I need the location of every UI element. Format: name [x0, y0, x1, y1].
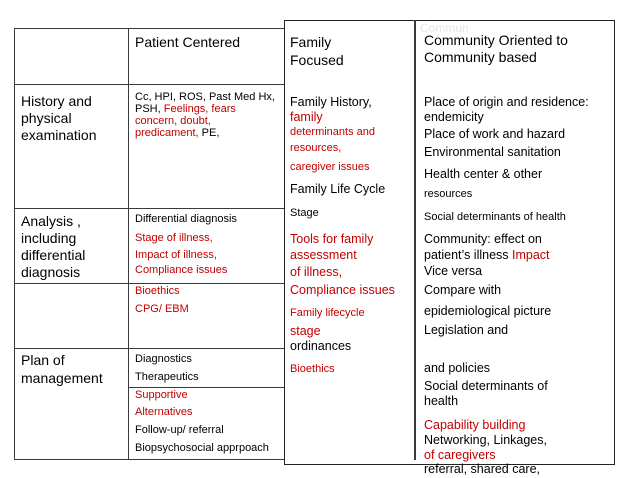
row-divider-1 — [14, 84, 284, 85]
family-analysis-line-3: of illness, — [290, 265, 343, 279]
row-label-analysis-4: diagnosis — [21, 264, 81, 280]
community-plan-line-6: of caregivers — [424, 448, 496, 462]
header-patient-centered: Patient Centered — [135, 34, 241, 50]
community-plan-line-3: health — [424, 394, 459, 408]
row-label-analysis-2: including — [21, 230, 77, 246]
family-history-line-5: caregiver issues — [290, 161, 370, 173]
ghost-title-text: Commun — [420, 21, 469, 35]
row-label-analysis-1: Analysis , — [21, 213, 81, 229]
patient-history-line-4 — [135, 127, 219, 139]
patient-analysis-item-6: CPG/ EBM — [135, 303, 189, 315]
family-analysis-line-4: Compliance issues — [290, 283, 395, 297]
community-plan-line-7: referral, shared care, — [424, 462, 541, 476]
patient-analysis-item-1: Differential diagnosis — [135, 213, 237, 225]
table-top-border — [14, 28, 284, 29]
patient-history-line-1: Cc, HPI, ROS, Past Med Hx, — [135, 91, 275, 103]
community-plan-line-5: Networking, Linkages, — [424, 433, 547, 447]
row-label-history-3: examination — [21, 127, 97, 143]
community-analysis-line-6: epidemiological picture — [424, 304, 552, 318]
community-history-line-5: Health center & other — [424, 167, 543, 181]
header-family-line-1: Family — [290, 34, 332, 50]
patient-history-pe: PE, — [201, 127, 220, 139]
family-analysis-line-5: Family lifecycle — [290, 307, 365, 319]
row-divider-3 — [14, 283, 284, 284]
family-analysis-line-2: assessment — [290, 248, 357, 262]
patient-analysis-item-3: Impact of illness, — [135, 249, 217, 261]
row-divider-2 — [14, 208, 284, 209]
community-analysis-line-1: Social determinants of health — [424, 211, 566, 223]
family-analysis-line-6: stage — [290, 324, 321, 338]
patient-plan-item-1: Diagnostics — [135, 353, 192, 365]
row-label-history-1: History and — [21, 93, 92, 109]
family-analysis-line-7: ordinances — [290, 339, 352, 353]
community-history-line-4: Environmental sanitation — [424, 145, 561, 159]
family-history-line-3: determinants and — [290, 126, 375, 138]
row-label-plan-2: management — [21, 370, 103, 386]
patient-plan-item-5: Follow-up/ referral — [135, 424, 224, 436]
community-plan-line-2: Social determinants of — [424, 379, 548, 393]
family-history-line-7: Stage — [290, 207, 319, 219]
community-analysis-line-4: Vice versa — [424, 264, 483, 278]
patient-plan-item-2: Therapeutics — [135, 371, 199, 383]
community-analysis-line-5: Compare with — [424, 283, 502, 297]
table-left-border — [14, 28, 15, 460]
patient-plan-item-4: Alternatives — [135, 406, 193, 418]
family-history-line-6: Family Life Cycle — [290, 182, 386, 196]
community-plan-line-4: Capability building — [424, 418, 526, 432]
community-history-line-1: Place of origin and residence: — [424, 95, 589, 109]
community-history-line-6: resources — [424, 188, 473, 200]
column-divider-2 — [414, 20, 416, 460]
header-community-line-2: Community based — [424, 49, 537, 65]
row-label-history-2: physical — [21, 110, 72, 126]
patient-analysis-item-5: Bioethics — [135, 285, 180, 297]
header-family-line-2: Focused — [290, 52, 344, 68]
community-history-line-3: Place of work and hazard — [424, 127, 566, 141]
patient-history-predicament: predicament, — [135, 127, 202, 139]
column-divider-1 — [128, 28, 129, 460]
family-history-line-4: resources, — [290, 142, 342, 154]
row-divider-4 — [14, 348, 284, 349]
community-analysis-patient-illness: patient’s illness — [424, 248, 513, 262]
community-history-line-2: endemicity — [424, 110, 484, 124]
patient-history-line-2 — [135, 103, 236, 115]
patient-history-feelings: Feelings, fears — [163, 103, 236, 115]
community-analysis-line-2: Community: effect on — [424, 232, 542, 246]
row-label-analysis-3: differential — [21, 247, 86, 263]
community-plan-line-1: and policies — [424, 361, 491, 375]
row-label-plan-1: Plan of — [21, 352, 65, 368]
patient-plan-item-3: Supportive — [135, 389, 188, 401]
row-divider-5 — [128, 387, 284, 388]
patient-history-psh: PSH, — [135, 103, 164, 115]
patient-analysis-item-4: Compliance issues — [135, 264, 228, 276]
patient-plan-item-6: Biopsychosocial apprpoach — [135, 442, 269, 454]
family-history-line-2: family — [290, 110, 323, 124]
family-plan-line-1: Bioethics — [290, 363, 335, 375]
community-analysis-line-3 — [424, 248, 550, 262]
community-analysis-impact: Impact — [512, 248, 550, 262]
patient-history-line-3: concern, doubt, — [135, 115, 211, 127]
community-analysis-line-7: Legislation and — [424, 323, 509, 337]
header-community-line-1: Community Oriented to — [424, 32, 568, 48]
family-history-line-1: Family History, — [290, 95, 372, 109]
table-bottom-border — [14, 459, 284, 460]
patient-analysis-item-2: Stage of illness, — [135, 232, 213, 244]
family-analysis-line-1: Tools for family — [290, 232, 374, 246]
